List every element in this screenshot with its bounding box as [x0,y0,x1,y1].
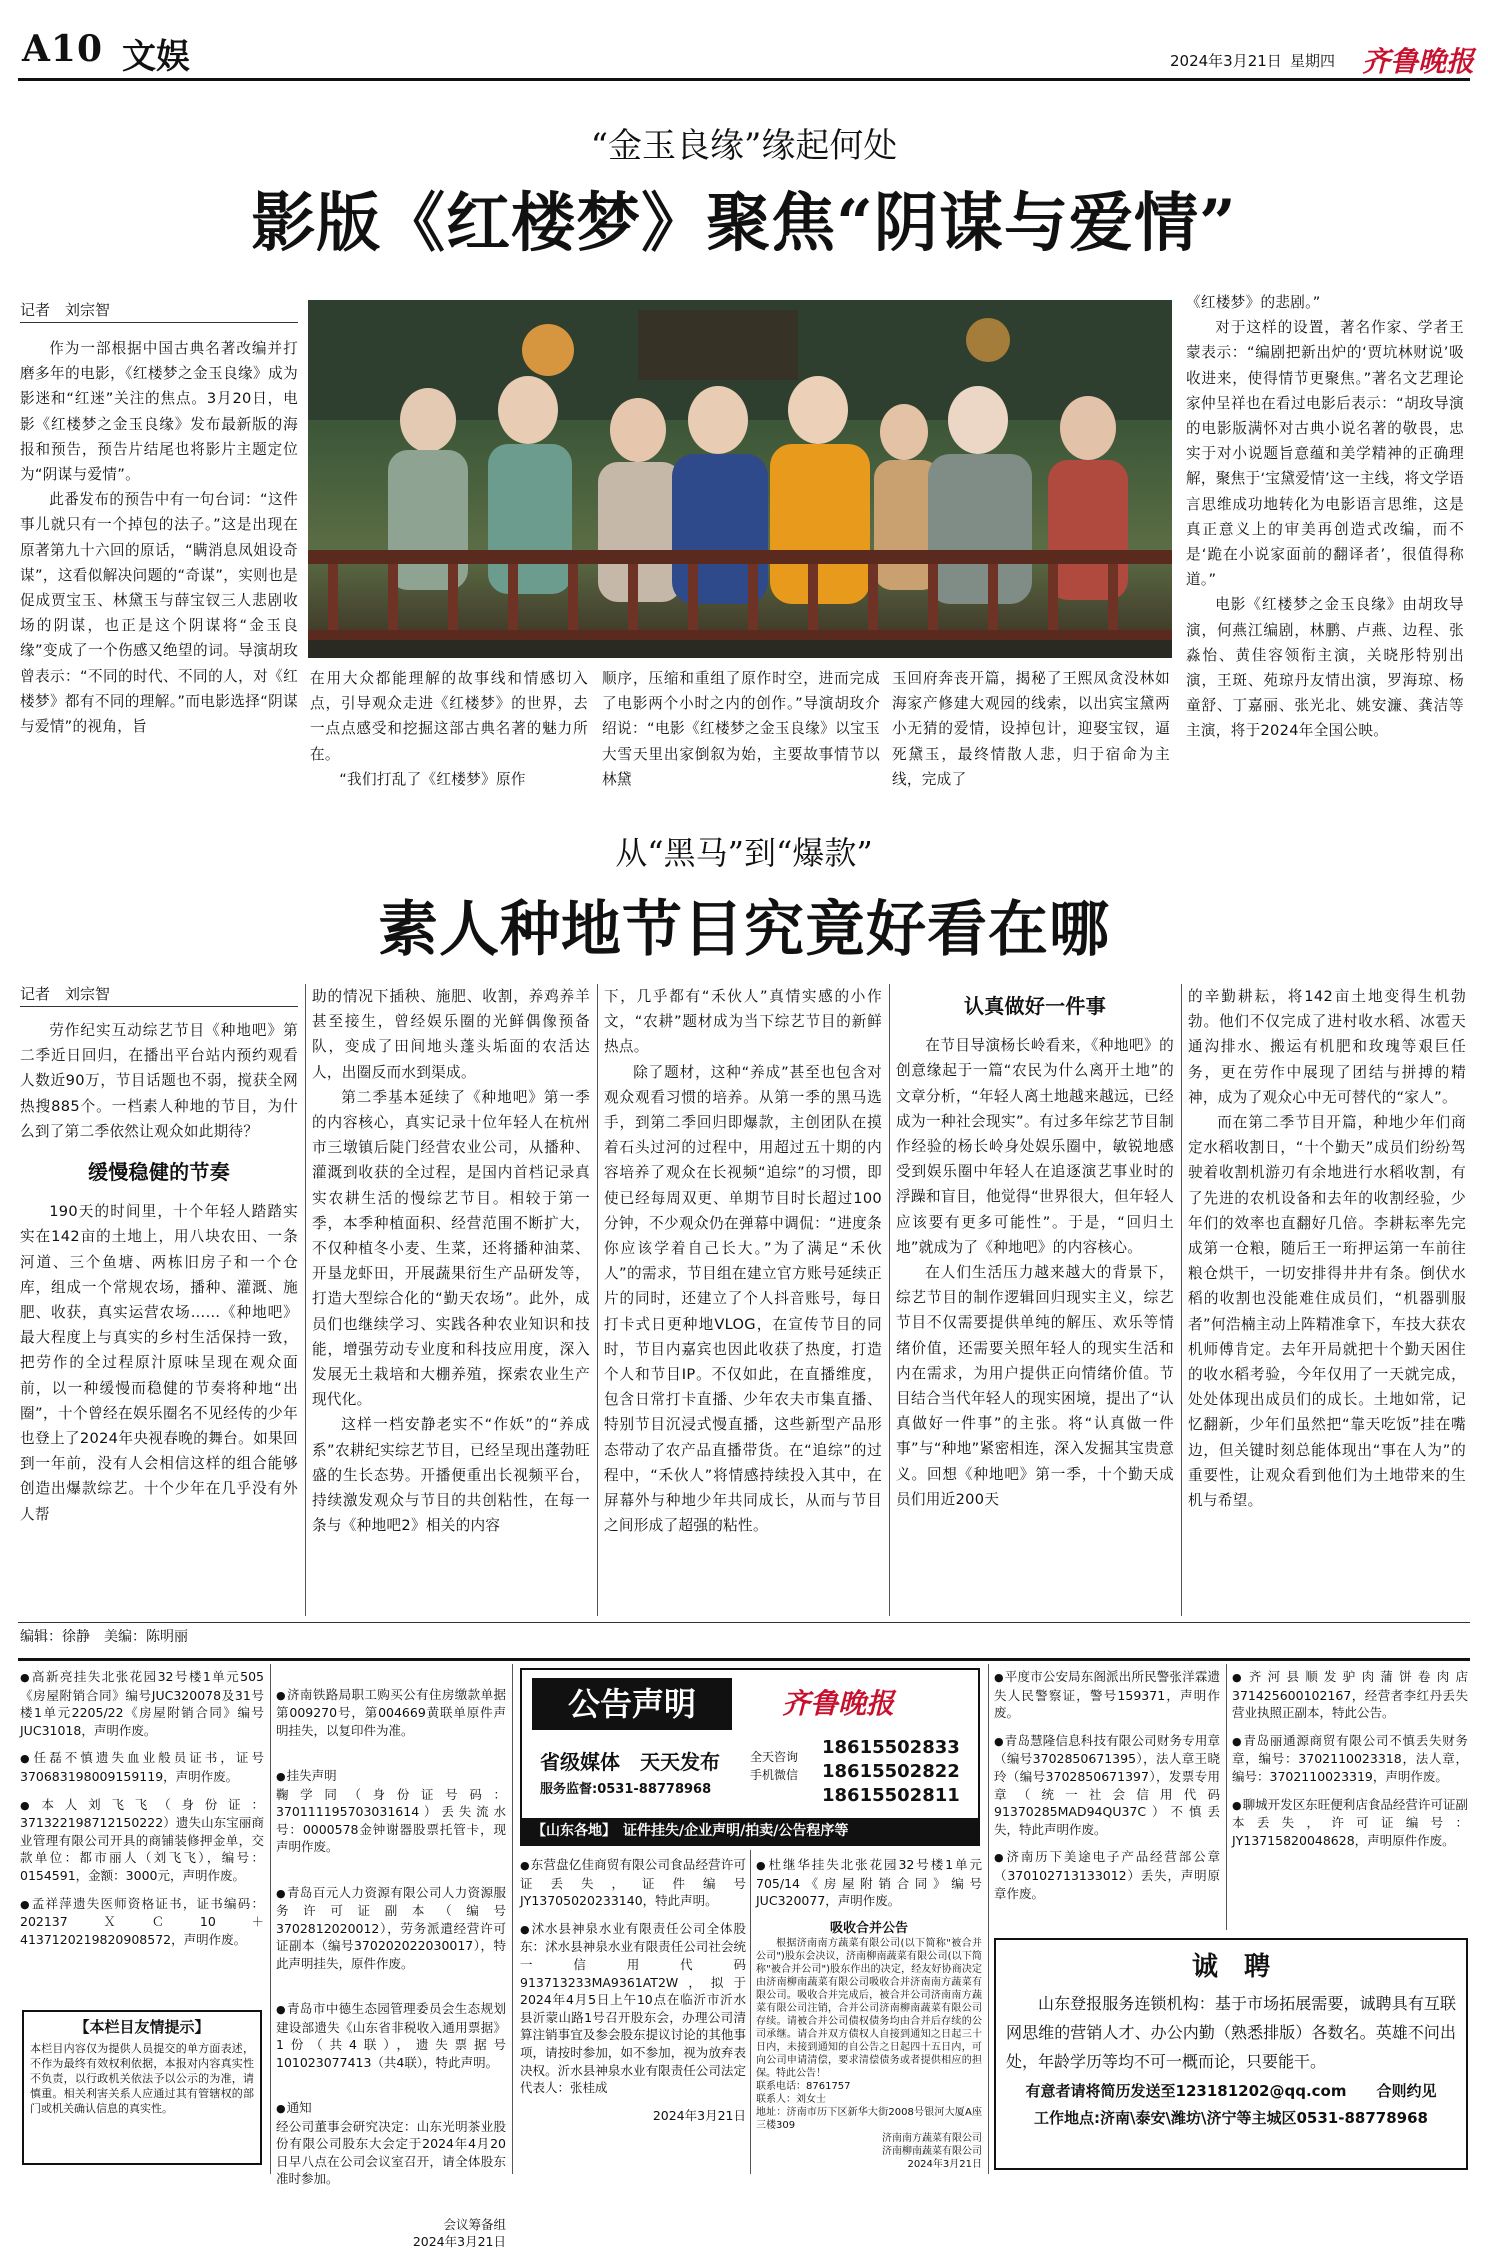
paragraph: 第二季基本延续了《种地吧》第一季的内容核心，真实记录十位年轻人在杭州市三墩镇后陡门经营农业公司，从播种、灌溉到收获的全过程，是国内首档记录真实农耕生活的慢综艺节目。相较于第一季，本季种植面积、经营范围不断扩大，不仅种植冬小麦、生菜，还将播种油菜、开垦龙虾田，开展蔬果衍生产品研发等，打造大型综合化的“勤天农场”。此外，成员们也继续学习、实践各种农业知识和技能，增强劳动专业度和科技应用度，深入发展无土栽培和大棚养殖，探索农业生产现代化。 [312,1088,590,1409]
masthead-rule [18,78,1470,81]
classified-item: ● 平度市公安局东阁派出所民警张洋霖遗失人民警察证，警号159371，声明作废。 [994,1668,1220,1722]
article1-bottom-col2 [602,666,880,792]
paragraph: 《红楼梦》的悲剧。” [1186,294,1321,311]
merger-signature: 济南南方蔬菜有限公司 济南柳南蔬菜有限公司 2024年3月21日 [882,2133,982,2171]
notice-box [22,2010,262,2165]
classified-item: ● 沭水县神泉水业有限责任公司全体股东：沭水县神泉水业有限责任公司社会统一信用代码913713233MA9361AT2W，拟于2024年4月5日上午10点在临沂市沂水县沂蒙山路1号召开股东会，办理公司清算注销事宜及参会股东提议讨论的其他事项，请按时参加，如不参加，视为放弃表决权。沂水县神泉水业有限责任公司法定代表人：张桂成 [520,1920,746,2097]
classified-item: ● 齐河县顺发驴肉蒲饼卷肉店371425600102167，经营者李红丹丢失营业执照正副本，特此公告。 [1232,1668,1468,1722]
ad-box-supervise: 服务监督:0531-88778968 [540,1782,712,1797]
classified-item: ● 孟祥萍遗失医师资格证书，证书编码：202137ＸＣ10＋4137120219820908572，声明作废。 [20,1895,264,1949]
paragraph: 190天的时间里，十个年轻人踏踏实实在142亩的土地上，用八块农田、一条河道、三个鱼塘、两栋旧房子和一个仓库，组成一个常规农场，播种、灌溉、施肥、收获，真实运营农场……《种地吧》最大程度上与真实的乡村生活保持一致，把劳作的全过程原汁原味呈现在观众面前，以一种缓慢而稳健的节奏将种地“出圈”，十个曾经在娱乐圈名不见经传的少年也登上了2024年央视春晚的舞台。如果回到一年前，没有人会相信这样的组合能够创造出爆款综艺。十个少年在几乎没有外人帮 [20,1203,298,1523]
paragraph: 而在第二季节目开篇，种地少年们商定水稻收割日，“十个勤天”成员们纷纷驾驶着收割机游刃有余地进行水稻收割，有了先进的农机设备和去年的收割经验，少年们的效率也直翻好几倍。李耕耘率先完成第一仓粮，随后王一珩押运第一车前往粮仓烘干，一切安排得井井有条。倒伏水稻的收割也没能难住成员们，“机器驯服者”何浩楠主动上阵精准拿下，车技大获农机师傅肯定。去年开局就把十个勤天困住的收水稻考验，今年仅用了一天就完成，处处体现出成员们的成长。土地如常，记忆翻新，少年们虽然把“靠天吃饭”挂在嘴边，但关键时刻总能体现出“事在人为”的重要性，让观众看到他们为土地带来的生机与希望。 [1188,1114,1466,1510]
article1-bottom-col1 [310,666,588,792]
article2-col4 [896,984,1174,1618]
classified-col2 [276,1668,506,2250]
notice-text: 本栏目内容仅为提供人员提交的单方面表述，不作为最终有效权利依据，本报对内容真实性不负责，以行政机关依法予以公示的为准，请慎重。相关利害关系人应通过其有管辖权的部门或机关确认信息的真实性。 [30,2042,254,2115]
merger-contact: 联系电话：8761757 联系人：刘女士 地址：济南市历下区新华大街2008号银河大厦A座三楼309 [756,2081,982,2132]
classified-item: ● 通知 经公司董事会研究决定：山东光明茶业股份有限公司股东大会定于2024年4月20日早八点在公司会议室召开，请全体股东准时参加。 [276,2099,506,2188]
classified-top-rule [18,1658,1470,1661]
article1-bottom-col3 [892,666,1170,792]
ad-box-phone-label: 全天咨询 手机微信 [750,1750,799,1782]
classified-item: ● 济南历下美途电子产品经营部公章（370102713133012）丢失，声明原章作废。 [994,1848,1220,1902]
paragraph: 除了题材，这种“养成”甚至也包含对观众观看习惯的培养。从第一季的黑马选手，到第二季回归即爆款，主创团队在摸着石头过河的过程中，用超过五十期的内容培养了观众在长视频“追综”的习惯，即使已经每周双更、单期节目时长超过100分钟，不少观众仍在弹幕中调侃：“进度条你应该学着自己长大。”为了满足“禾伙人”的需求，节目组在建立官方账号延续正片的同时，还建立了个人抖音账号，每日打卡式日更种地VLOG，在宣传节目的同时，节目内嘉宾也因此收获了热度，打造个人和节目IP。不仅如此，在直播维度，包含日常打卡直播、少年农夫市集直播、特别节目沉浸式慢直播，这些新型产品形态带动了农产品直播带货。在“追综”的过程中，“禾伙人”将情感持续投入其中，在屏幕外与种地少年共同成长，从而与节目之间形成了超强的粘性。 [604,1063,882,1535]
editor-credits: 编辑：徐静 美编：陈明丽 [20,1629,188,1645]
hiring-title: 诚 聘 [1191,1952,1270,1982]
column-divider [597,984,598,1616]
paragraph: 对于这样的设置，著名作家、学者王蒙表示：“编剧把新出炉的‘贾坑林财说’吸收进来，使得情节更聚焦。”著名文艺理论家仲呈祥也在看过电影后表示：“胡玫导演的电影版满怀对古典小说名著的敬畏，忠实于对小说题旨意蕴和美学精神的正确理解，聚焦于‘宝黛爱情’这一主线，将文学语言思维成功地转化为电影语言思维，这是真正意义上的审美再创造式改编，而不是‘跪在小说家面前的翻译者’，很值得称道。” [1186,319,1464,589]
classified-item: ● 青岛慧隆信息科技有限公司财务专用章（编号3702850671395），法人章王晓玲（编号3702850671397），发票专用章（统一社会信用代码91370285MAD94QU37C）不慎丢失，特此声明作废。 [994,1732,1220,1839]
article2-col1 [20,1018,298,1618]
classified-item: ● 杜继华挂失北张花园32号楼1单元705/14《房屋附销合同》编号JUC320077，声明作废。 [756,1856,982,1910]
paragraph: 在人们生活压力越来越大的背景下，综艺节目的制作逻辑回归现实主义，综艺节目不仅需要提供单纯的解压、欢乐等情绪价值，还需要关照年轻人的现实生活和内在需求，为用户提供正向情绪价值。节目结合当代年轻人的现实困境，提出了“认真做好一件事”的主张。将“认真做一件事”与“种地”紧密相连，深入发掘其宝贵意义。回想《种地吧》第一季，十个勤天成员们用近200天 [896,1264,1174,1508]
paragraph: 在用大众都能理解的故事线和情感切入点，引导观众走进《红楼梦》的世界，去一点点感受和挖掘这部古典名著的魅力所在。 [310,670,588,763]
column-divider [305,984,306,1616]
article2-col2 [312,984,590,1618]
article2-byline: 记者 刘宗智 [20,985,111,1003]
ad-box-title: 公告声明 [532,1678,732,1730]
byline-rule [20,322,298,323]
paragraph: 在节目导演杨长岭看来，《种地吧》的创意缘起于一篇“农民为什么离开土地”的文章分析，“年轻人离土地越来越远，已经成为一种社会现实”。有过多年综艺节目制作经验的杨长岭身处娱乐圈中，敏锐地感受到娱乐圈中年轻人在追逐演艺事业时的浮躁和盲目，他觉得“世界很大，但年轻人应该要有更多可能性”。于是，“回归土地”就成为了《种地吧》的内容核心。 [896,1037,1174,1256]
classified-item: ● 挂失声明 鞠学同（身份证号码：370111195703031614）丢失流水号：0000578金钟谢器股票托管卡，现声明作废。 [276,1767,506,1856]
column-divider [988,1664,989,2174]
classified-item: ● 青岛市中德生态园管理委员会生态规划建设部遗失《山东省非税收入通用票据》1份（共4联），遗失票据号101023077413（共4联），特此声明。 [276,2000,506,2071]
ad-phone: 18615502833 [822,1737,960,1758]
classified-signature: 会议筹备组 2024年3月21日 [412,2216,506,2250]
column-divider [1181,984,1182,1616]
paragraph: 电影《红楼梦之金玉良缘》由胡玫导演，何燕江编剧，林鹏、卢燕、边程、张淼怡、黄佳容领衔主演，关晓彤特别出演，王斑、苑琼丹友情出演，罗海琼、杨童舒、丁嘉丽、张光北、姚安濂、龚洁等主演，将于2024年全国公映。 [1186,596,1464,740]
classified-col3 [520,1856,746,2172]
paragraph: 顺序，压缩和重组了原作时空，进而完成了电影两个小时之内的创作。”导演胡玫介绍说：“电影《红楼梦之金玉良缘》以宝玉大雪天里出家倒叙为始，主要故事情节以林黛 [602,670,880,788]
column-divider [889,984,890,1616]
column-divider [512,1664,513,2174]
ad-box-bar: 【山东各地】 证件挂失/企业声明/拍卖/公告程序等 [522,1818,978,1844]
article2-col3 [604,984,882,1618]
column-divider [1226,1664,1227,1930]
merger-title: 吸收合并公告 [829,1920,908,1936]
notice-title: 【本栏目友情提示】 [74,2018,210,2036]
column-divider [750,1850,751,2174]
film-still-photo [308,300,1172,658]
classified-col5 [994,1668,1220,1930]
hiring-text: 山东登报服务连锁机构：基于市场拓展需要，诚聘具有互联网思维的营销人才、办公内勤（熟悉排版）各数名。英雄不问出处，年龄学历等均不可一概而论，只要能干。 [1006,1994,1456,2071]
section-heading: 认真做好一件事 [963,994,1107,1018]
announcement-ad-box [520,1668,980,1846]
column-divider [270,1664,271,2174]
ad-box-logo: 齐鲁晚报 [782,1687,895,1720]
ad-phone: 18615502822 [822,1761,960,1782]
hiring-ad-box [994,1938,1468,2170]
paragraph: 这样一档安静老实不“作妖”的“养成系”农耕纪实综艺节目，已经呈现出蓬勃旺盛的生长态势。开播便重出长视频平台，持续激发观众与节目的共创粘性，在每一条与《种地吧2》相关的内容 [312,1416,590,1535]
ad-box-phones [822,1736,960,1808]
credits-rule [18,1622,1470,1623]
classified-item: ● 东营盘亿佳商贸有限公司食品经营许可证丢失，证件编号JY13705020233140，特此声明。 [520,1856,746,1910]
byline-rule [20,1006,298,1007]
paragraph: 作为一部根据中国古典名著改编并打磨多年的电影，《红楼梦之金玉良缘》成为影迷和“红迷”关注的焦点。3月20日，电影《红楼梦之金玉良缘》发布最新版的海报和预告，预告片结尾也将影片主题定位为“阴谋与爱情”。 [20,340,298,484]
classified-item: ● 青岛百元人力资源有限公司人力资源服务许可证副本（编号3702812020012），劳务派遣经营许可证副本（编号370202022030017），特此声明挂失，原件作废。 [276,1884,506,1973]
section-name: 文娱 [122,37,190,77]
paragraph: 助的情况下插秧、施肥、收割，养鸡养羊甚至接生，曾经娱乐圈的光鲜偶像预备队，变成了田间地头蓬头垢面的农活达人，出圈反而水到渠成。 [312,988,590,1081]
article1-left-column [20,336,298,792]
hiring-contact: 有意者请将简历发送至123181202@qq.com 合则约见 [1025,2082,1437,2100]
classified-col4 [756,1856,982,2172]
article1-byline: 记者 刘宗智 [20,301,111,319]
classified-date: 2024年3月21日 [652,2107,746,2123]
classified-item: ● 青岛丽通源商贸有限公司不慎丢失财务章，编号：3702110023318，法人章，编号：3702110023319，声明作废。 [1232,1732,1468,1786]
article2-kicker: 从“黑马”到“爆款” [615,834,873,872]
paragraph: “我们打乱了《红楼梦》原作 [339,770,526,788]
classified-col6 [1232,1668,1468,1930]
page-number: A10 [22,28,104,70]
classified-item: ● 济南铁路局职工购买公有住房缴款单据第009270号，第004669黄联单原件声明挂失，以复印件为准。 [276,1686,506,1740]
masthead-logo: 齐鲁晚报 [1362,45,1475,78]
classified-item: ● 高新亮挂失北张花园32号楼1单元505《房屋附销合同》编号JUC320078及31号楼1单元2205/22《房屋附销合同》编号JUC31018，声明作废。 [20,1668,264,1739]
hiring-address: 工作地点:济南\泰安\潍坊\济宁等主城区0531-88778968 [1034,2109,1428,2127]
section-heading: 缓慢稳健的节奏 [87,1160,231,1185]
classified-item: ● 本人刘飞飞（身份证：371322198712150222）遗失山东宝丽商业管理有限公司开具的商铺装修押金单，交款单位：都市丽人（刘飞飞），编号：0154591，金额：3000元，声明作废。 [20,1796,264,1885]
classified-col1 [20,1668,264,2004]
issue-date: 2024年3月21日 [1170,52,1282,70]
ad-box-slogan: 省级媒体 天天发布 [540,1750,720,1774]
article1-right-column [1186,290,1464,792]
film-still-illustration [308,300,1172,658]
article2-col5 [1188,984,1466,1618]
paragraph: 劳作纪实互动综艺节目《种地吧》第二季近日回归，在播出平台站内预约观看人数近90万，节目话题也不弱，搅获全网热搜885个。一档素人种地的节目，为什么到了第二季依然让观众如此期待？ [20,1022,298,1140]
merger-text: 根据济南南方蔬菜有限公司(以下简称"被合并公司")股东会决议，济南柳南蔬菜有限公司(以下简称"被合并公司")股东作出的决定，经友好协商决定由济南柳南蔬菜有限公司吸收合并济南南方蔬菜有限公司。吸收合并完成后，被合并公司济南南方蔬菜有限公司注销，合并公司济南柳南蔬菜有限公司存续。请被合并公司债权债务均由合并后存续的公司承继。请合并双方债权人自接到通知之日起三十日内，未接到通知的自公告之日起四十五日内，可向公司申请清偿，要求清偿债务或者提供相应的担保。特此公告！ [756,1938,982,2080]
paragraph: 此番发布的预告中有一句台词：“这件事儿就只有一个掉包的法子。”这是出现在原著第九十六回的原话，“瞒消息凤姐设奇谋”，这看似解决问题的“奇谋”，实则也是促成贾宝玉、林黛玉与薛宝钗三人悲剧收场的阴谋，也正是这个阴谋将“金玉良缘”变成了一个伤感又绝望的词。导演胡玫曾表示：“不同的时代、不同的人，对《红楼梦》都有不同的理解。”而电影选择“阴谋与爱情”的视角，旨 [20,491,298,736]
paragraph: 下，几乎都有“禾伙人”真情实感的小作文，“农耕”题材成为当下综艺节目的新鲜热点。 [604,988,882,1056]
classified-item: ● 聊城开发区东旺便利店食品经营许可证副本丢失，许可证编号：JY13715820048628，声明原件作废。 [1232,1796,1468,1850]
article1-kicker: “金玉良缘”缘起何处 [590,126,898,166]
issue-weekday: 星期四 [1290,52,1336,70]
ad-phone: 18615502811 [822,1785,960,1806]
paragraph: 的辛勤耕耘，将142亩土地变得生机勃勃。他们不仅完成了进村收水稻、冰雹天通沟排水、搬运有机肥和玫瑰等艰巨任务，更在劳作中展现了团结与拼搏的精神，成为了观众心中无可替代的“家人”。 [1188,988,1466,1106]
article1-title: 影版《红楼梦》聚焦“阴谋与爱情” [251,186,1237,261]
article2-title: 素人种地节目究竟好看在哪 [378,895,1110,965]
paragraph: 玉回府奔丧开篇，揭秘了王熙凤贪没林如海家产修建大观园的线索，以出宾宝黛两小无猜的爱情，设掉包计，迎娶宝钗，逼死黛玉，最终情散人悲，归于宿命为主线，完成了 [892,670,1170,788]
classified-item: ● 任磊不慎遗失血业般员证书，证号370683198009159119，声明作废。 [20,1749,264,1785]
